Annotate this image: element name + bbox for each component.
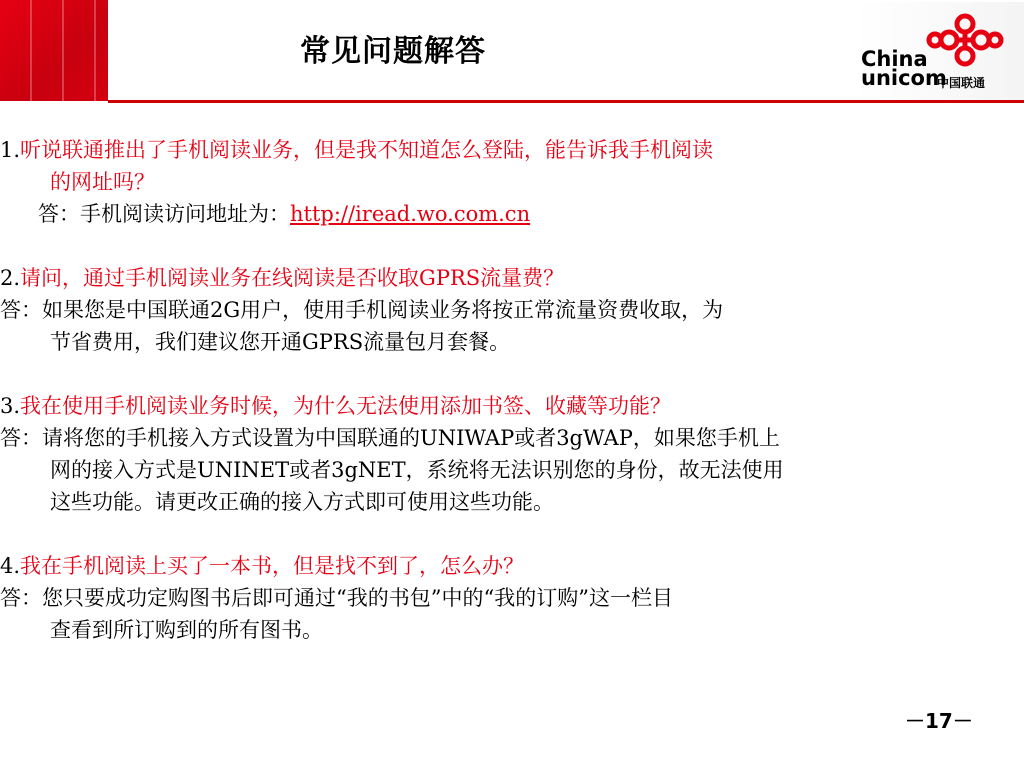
faq-question-4 — [0, 550, 1010, 582]
question-text: 我在使用手机阅读业务时候，为什么无法使用添加书签、收藏等功能？ — [20, 394, 672, 418]
page-number: －17－ — [905, 709, 973, 733]
answer-text-cont: 节省费用，我们建议您开通GPRS流量包月套餐。 — [50, 330, 511, 354]
question-text: 听说联通推出了手机阅读业务，但是我不知道怎么登陆，能告诉我手机阅读 — [20, 138, 714, 162]
header-red-block — [0, 0, 108, 101]
question-text: 请问，通过手机阅读业务在线阅读是否收取GPRS流量费？ — [20, 266, 565, 290]
decorative-stripe — [62, 0, 64, 101]
iread-link[interactable]: http://iread.wo.com.cn — [290, 202, 531, 226]
decorative-stripe — [30, 0, 32, 101]
answer-text: 答：如果您是中国联通2G用户，使用手机阅读业务将按正常流量资费收取，为 — [0, 298, 724, 322]
china-unicom-logo — [855, 2, 1024, 100]
faq-number: 1. — [0, 138, 21, 162]
answer-text-cont: 查看到所订购到的所有图书。 — [50, 618, 323, 642]
logo-text-unicom: unicom — [861, 66, 947, 90]
answer-text: 答：手机阅读访问地址为： — [38, 202, 290, 226]
faq-number: 2. — [0, 266, 21, 290]
question-text: 我在手机阅读上买了一本书，但是找不到了，怎么办？ — [20, 554, 525, 578]
header-divider — [108, 100, 1024, 103]
unicom-knot-icon — [925, 12, 1005, 72]
faq-question-1 — [0, 134, 1010, 166]
answer-text: 答：您只要成功定购图书后即可通过“我的书包”中的“我的订购”这一栏目 — [0, 586, 673, 610]
logo-text-chinese: 中国联通 — [937, 76, 986, 90]
faq-answer-1 — [0, 198, 1010, 230]
question-text-cont: 的网址吗？ — [50, 170, 155, 194]
page-title: 常见问题解答 — [300, 34, 486, 69]
faq-list — [0, 134, 1010, 646]
faq-number: 3. — [0, 394, 21, 418]
faq-number: 4. — [0, 554, 21, 578]
decorative-stripe — [94, 0, 96, 101]
answer-text-cont: 这些功能。请更改正确的接入方式即可使用这些功能。 — [50, 490, 554, 514]
faq-question-2 — [0, 262, 1010, 294]
logo-text-china: China — [861, 47, 928, 71]
faq-question-3 — [0, 390, 1010, 422]
answer-text: 答：请将您的手机接入方式设置为中国联通的UNIWAP或者3gWAP，如果您手机上 — [0, 426, 780, 450]
answer-text-cont: 网的接入方式是UNINET或者3gNET，系统将无法识别您的身份，故无法使用 — [50, 458, 784, 482]
